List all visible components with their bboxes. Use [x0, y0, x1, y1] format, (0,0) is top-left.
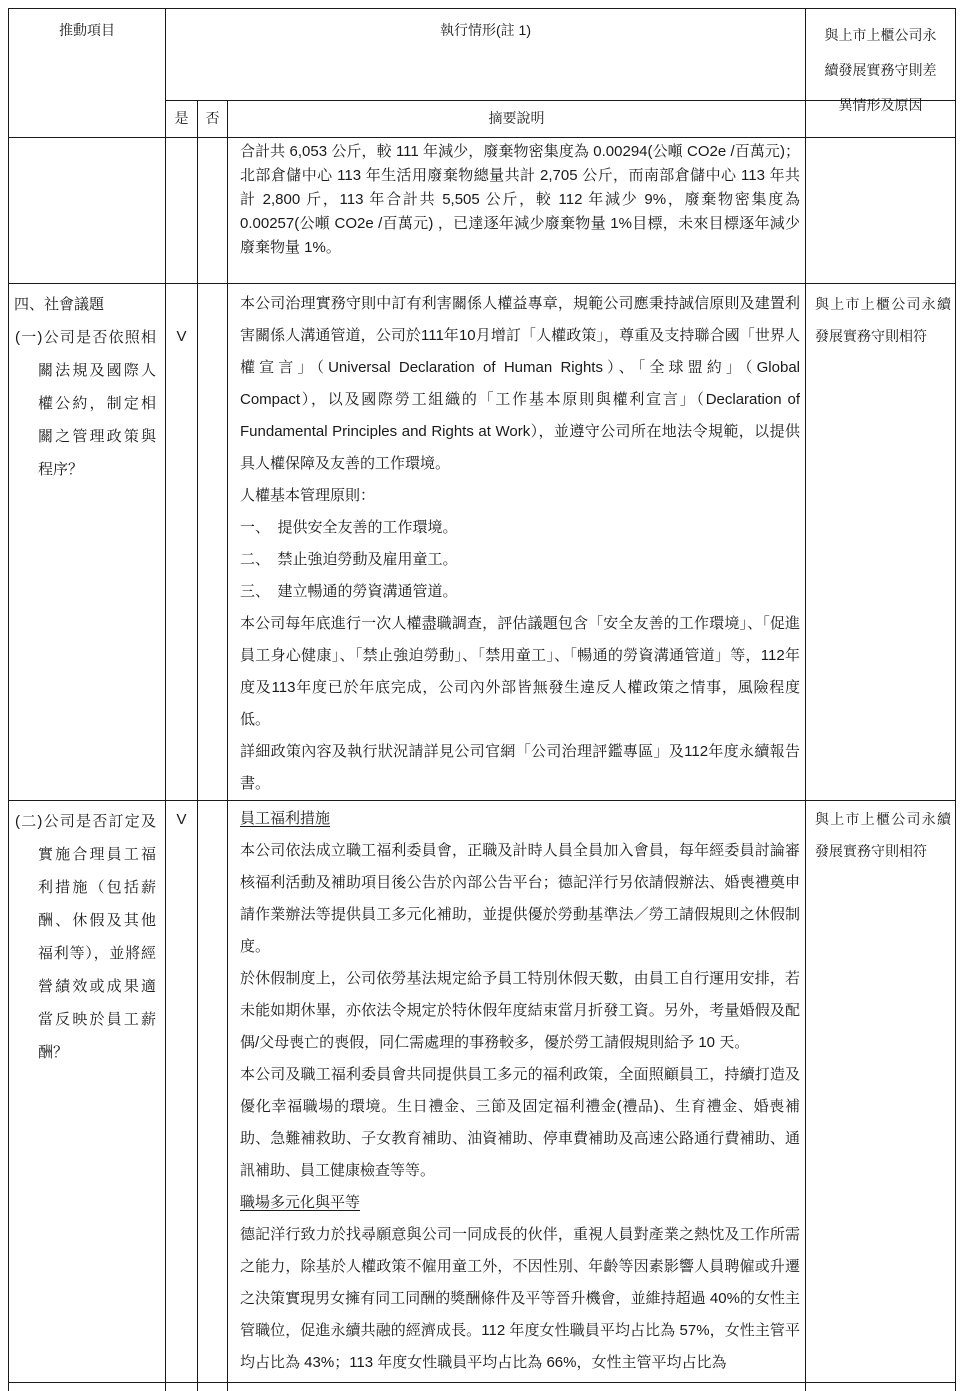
- summary-paragraph: 三、 建立暢通的勞資溝通管道。: [240, 583, 458, 600]
- table-border-page-cut: [8, 1382, 956, 1383]
- header-difference: [806, 18, 955, 123]
- summary-paragraph: 德記洋行致力於找尋願意與公司一同成長的伙伴，重視人員對產業之熱忱及工作所需之能力，除基於人權政策不僱用童工外，不因性別、年齡等因素影響人員聘僱或升遷之決策實現男女擁有同工同酬的獎酬條件及平等晉升機會，並維持超過 40%的女性主管職位，促進永續共融的經濟成長。112 年度女性職員平均占比為 57%，女性主管平均占比為 43%；113 年度女性職員平均占比為 66%，女性主管平均占比為: [240, 1226, 800, 1371]
- section-heading: 四、社會議題: [14, 296, 105, 313]
- summary-cell-continuation: [240, 140, 800, 282]
- header-promotion-items: 推動項目: [59, 22, 115, 38]
- subheader-summary: 摘要說明: [488, 110, 545, 126]
- question-text-q2: 公司是否訂定及實施合理員工福利措施（包括薪酬、休假及其他福利等），並將經營績效或成果適當反映於員工薪酬？: [38, 813, 156, 1061]
- summary-paragraph: 於休假制度上，公司依勞基法規定給予員工特別休假天數，由員工自行運用安排，若未能如期休畢，亦依法令規定於特休假年度結束當月折發工資。另外，考量婚假及配偶/父母喪亡的喪假，同仁需處理的事務較多，優於勞工請假規則給予 10 天。: [240, 970, 800, 1051]
- summary-paragraph: 人權基本管理原則：: [240, 487, 376, 504]
- summary-heading: 員工福利措施: [240, 810, 331, 827]
- summary-paragraph: 本公司及職工福利委員會共同提供員工多元的福利政策，全面照顧員工，持續打造及優化幸福職場的環境。生日禮金、三節及固定福利禮金(禮品)、生育禮金、婚喪補助、急難補救助、子女教育補助、油資補助、停車費補助及高速公路通行費補助、通訊補助、員工健康檢查等等。: [240, 1066, 800, 1179]
- table-border-col-promotion-right: [165, 8, 166, 1391]
- summary-paragraph: 二、 禁止強迫勞動及雇用童工。: [240, 551, 458, 568]
- subheader-yes: 是: [174, 110, 189, 126]
- yes-checkmark-q2: V: [176, 811, 187, 828]
- summary-cell-q1: [240, 288, 800, 799]
- subheader-no: 否: [205, 110, 220, 126]
- table-border-row1-bottom: [8, 283, 956, 284]
- question-label-q1: (一): [15, 329, 43, 346]
- table-border-col-summary-right: [805, 8, 806, 1391]
- table-border-header-bottom: [8, 137, 956, 138]
- summary-paragraph: 合計共 6,053 公斤，較 111 年減少，廢棄物密集度為 0.00294(公噸 CO2e /百萬元)；北部倉儲中心 113 年生活用廢棄物總量共計 2,705 公斤，而南部倉儲中心 113 年共計 2,800 斤，113 年合計共 5,505 公斤，較 112 年減少 9%，廢棄物密集度為 0.00257(公噸 CO2e /百萬元) ，已達逐年減少廢棄物量 1%目標，未來目標逐年減少廢棄物量 1%。: [240, 143, 800, 256]
- summary-cell-q2: [240, 803, 800, 1381]
- summary-paragraph: 本公司治理實務守則中訂有利害關係人權益專章，規範公司應秉持誠信原則及建置利害關係人溝通管道，公司於111年10月增訂「人權政策」，尊重及支持聯合國「世界人權宣言」（Universal Declaration of Human Rights）、「全球盟約」（Global Compact），以及國際勞工組織的「工作基本原則與權利宣言」（Declaration of Fundamental Principles and Rights at Work），並遵守公司所在地法令規範，以提供具人權保障及友善的工作環境。: [240, 295, 800, 472]
- summary-paragraph: 本公司每年底進行一次人權盡職調查，評估議題包含「安全友善的工作環境」、「促進員工身心健康」、「禁止強迫勞動」、「禁用童工」、「暢通的勞資溝通管道」等，112年度及113年度已於年底完成，公司內外部皆無發生違反人權政策之情事，風險程度低。: [240, 615, 800, 728]
- question-label-q2: (二): [15, 813, 43, 830]
- header-difference-text: 與上市上櫃公司永續發展實務守則差異情形及原因: [824, 27, 937, 113]
- summary-heading: 職場多元化與平等: [240, 1194, 361, 1211]
- table-border-top: [8, 8, 956, 9]
- table-border-col-no-right: [227, 100, 228, 1391]
- promotion-item-cell-q2: [9, 805, 161, 1381]
- question-q1: [9, 321, 156, 486]
- summary-paragraph: 一、 提供安全友善的工作環境。: [240, 519, 458, 536]
- table-border-row2-bottom: [8, 800, 956, 801]
- table-border-col-yes-right: [197, 100, 198, 1391]
- question-q2: [9, 805, 156, 1069]
- difference-cell-q1: 與上市上櫃公司永續發展實務守則相符: [815, 296, 951, 344]
- summary-paragraph: 詳細政策內容及執行狀況請詳見公司官網「公司治理評鑑專區」及112年度永續報告書。: [240, 743, 800, 792]
- question-text-q1: 公司是否依照相關法規及國際人權公約，制定相關之管理政策與程序？: [38, 329, 156, 478]
- table-border-right: [955, 8, 956, 1391]
- header-execution-status: 執行情形(註 1): [440, 22, 531, 38]
- summary-paragraph: 本公司依法成立職工福利委員會，正職及計時人員全員加入會員，每年經委員討論審核福利活動及補助項目後公告於內部公告平台；德記洋行另依請假辦法、婚喪禮奠申請作業辦法等提供員工多元化補助，並提供優於勞動基準法／勞工請假規則之休假制度。: [240, 842, 800, 955]
- difference-cell-q2: 與上市上櫃公司永續發展實務守則相符: [815, 811, 951, 859]
- promotion-item-cell-q1: [9, 288, 161, 798]
- yes-checkmark-q1: V: [176, 328, 187, 345]
